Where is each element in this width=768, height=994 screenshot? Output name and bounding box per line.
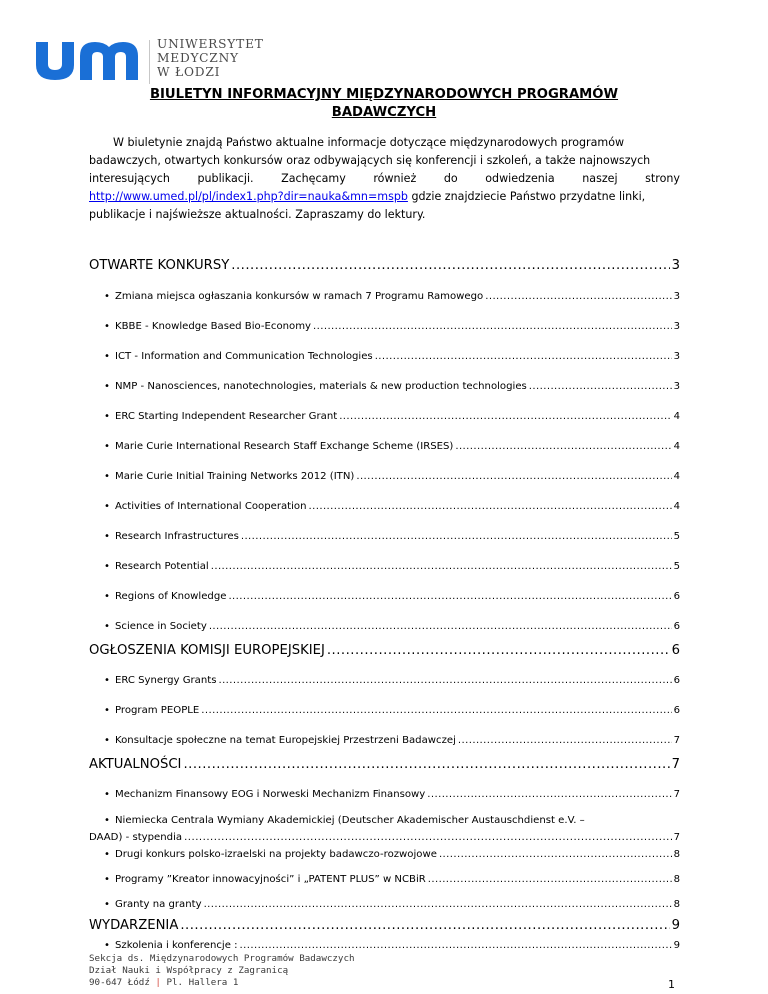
toc-item-page: 6 [673, 675, 680, 686]
bullet-icon: • [104, 441, 110, 452]
toc-item-page: 9 [673, 940, 680, 951]
toc-item[interactable] [89, 735, 680, 746]
toc-item-page: 7 [673, 735, 680, 746]
toc-item[interactable] [89, 675, 680, 686]
title-line: BIULETYN INFORMACYJNY MIĘDZYNARODOWYCH PROGRAMÓW [149, 87, 619, 102]
intro-word: odwiedzenia [485, 172, 555, 185]
um-logo-icon [34, 40, 144, 80]
toc-leader [309, 501, 672, 512]
toc-item-label: Program PEOPLE [115, 705, 200, 716]
toc-item[interactable] [89, 874, 680, 885]
toc-item-page: 6 [673, 705, 680, 716]
bullet-icon: • [104, 411, 110, 422]
footer-line: Dział Nauki i Współpracy z Zagranicą [89, 964, 289, 976]
toc-leader [183, 757, 669, 772]
bullet-icon: • [104, 705, 110, 716]
toc-leader [427, 789, 671, 800]
toc-item-page: 6 [673, 591, 680, 602]
intro-word: naszej [582, 172, 618, 185]
toc-item-page: 8 [673, 874, 680, 885]
toc-item-label: Activities of International Cooperation [115, 501, 307, 512]
toc-item-page: 3 [673, 291, 680, 302]
toc-item-label: Mechanizm Finansowy EOG i Norweski Mechanizm Finansowy [115, 789, 426, 800]
intro-line: publikacje i najświeższe aktualności. Zapraszamy do lektury. [89, 208, 426, 221]
toc-item[interactable] [89, 501, 680, 512]
intro-line [89, 188, 680, 206]
bullet-icon: • [104, 815, 110, 826]
bulletin-title [0, 86, 768, 122]
toc-item-page: 4 [673, 411, 680, 422]
toc-item-label: Zmiana miejsca ogłaszania konkursów w ramach 7 Programu Ramowego [115, 291, 484, 302]
toc-leader [375, 351, 672, 362]
toc-leader [218, 675, 671, 686]
toc-item[interactable] [89, 591, 680, 602]
footer-line [89, 977, 355, 989]
intro-paragraph [89, 134, 680, 224]
toc-item-page: 3 [673, 321, 680, 332]
bullet-icon: • [104, 874, 110, 885]
toc-item[interactable] [89, 789, 680, 800]
toc-leader [241, 531, 672, 542]
logo-divider [149, 40, 150, 84]
toc-section-page: 9 [671, 918, 680, 933]
toc-item-label: Marie Curie Initial Training Networks 2012 (ITN) [115, 471, 355, 482]
toc-section-page: 3 [671, 258, 680, 273]
intro-line [89, 170, 680, 188]
bullet-icon: • [104, 351, 110, 362]
toc-item-page: 8 [673, 899, 680, 910]
bullet-icon: • [104, 899, 110, 910]
bullet-icon: • [104, 561, 110, 572]
toc-section-aktualnosci[interactable] [89, 757, 680, 772]
toc-leader [209, 621, 672, 632]
bullet-icon: • [104, 531, 110, 542]
toc-leader [240, 940, 672, 951]
toc-item-label: NMP - Nanosciences, nanotechnologies, materials & new production technologies [115, 381, 527, 392]
toc-leader [313, 321, 672, 332]
bullet-icon: • [104, 789, 110, 800]
bullet-icon: • [104, 471, 110, 482]
bullet-icon: • [104, 940, 110, 951]
toc-item-page: 8 [673, 849, 680, 860]
footer-text: 90-647 Łódź [89, 976, 156, 988]
toc-item[interactable] [89, 441, 680, 452]
toc-item[interactable] [89, 471, 680, 482]
page-number: 1 [668, 978, 675, 991]
title-line: BADAWCZYCH [331, 105, 437, 120]
intro-word: publikacji. [197, 172, 254, 185]
toc-section-otwarte-konkursy[interactable] [89, 258, 680, 273]
toc-leader [184, 832, 672, 843]
toc-leader [228, 591, 671, 602]
toc-item[interactable] [89, 351, 680, 362]
intro-word: do [443, 172, 458, 185]
logo-line: MEDYCZNY [157, 50, 239, 65]
toc-item-label: Research Infrastructures [115, 531, 239, 542]
toc-item[interactable] [89, 531, 680, 542]
toc-item[interactable] [89, 411, 680, 422]
footer-separator: | [155, 976, 161, 988]
toc-item-label: Drugi konkurs polsko-izraelski na projekty badawczo-rozwojowe [115, 849, 437, 860]
toc-item-label: Szkolenia i konferencje : [115, 940, 238, 951]
toc-item-label: Research Potential [115, 561, 209, 572]
toc-leader [458, 735, 672, 746]
toc-leader [201, 705, 671, 716]
intro-word: Zachęcamy [281, 172, 346, 185]
toc-item-page: 4 [673, 471, 680, 482]
toc-section-title: WYDARZENIA [89, 918, 179, 933]
bullet-icon: • [104, 501, 110, 512]
toc-item-page: 4 [673, 441, 680, 452]
bullet-icon: • [104, 291, 110, 302]
toc-section-title: OTWARTE KONKURSY [89, 258, 230, 273]
toc-item-label: Marie Curie International Research Staff Exchange Scheme (IRSES) [115, 441, 454, 452]
toc-item[interactable] [89, 899, 680, 910]
toc-item-label: DAAD) - stypendia [89, 832, 183, 843]
bullet-icon: • [104, 849, 110, 860]
umed-link[interactable]: http://www.umed.pl/pl/index1.php?dir=nauka&mn=mspb [89, 190, 408, 203]
toc-item-page: 5 [673, 561, 680, 572]
toc-leader [455, 441, 671, 452]
toc-item[interactable] [89, 621, 680, 632]
toc-section-page: 6 [671, 643, 680, 658]
bullet-icon: • [104, 381, 110, 392]
toc-leader [428, 874, 672, 885]
bullet-icon: • [104, 735, 110, 746]
toc-item-page: 3 [673, 351, 680, 362]
bullet-icon: • [104, 321, 110, 332]
toc-item-page: 5 [673, 531, 680, 542]
logo-line: W ŁODZI [157, 64, 221, 79]
bullet-icon: • [104, 591, 110, 602]
intro-word: strony [645, 172, 680, 185]
toc-item-label: Konsultacje społeczne na temat Europejskiej Przestrzeni Badawczej [115, 735, 456, 746]
toc-leader [231, 258, 669, 273]
bullet-icon: • [104, 675, 110, 686]
intro-line: W biuletynie znajdą Państwo aktualne informacje dotyczące międzynarodowych programów [113, 136, 625, 149]
toc-item-page: 4 [673, 501, 680, 512]
intro-text: gdzie znajdziecie Państwo przydatne linki, [407, 190, 646, 203]
toc-item[interactable] [89, 940, 680, 951]
toc-leader [439, 849, 672, 860]
toc-item-label: Science in Society [115, 621, 207, 632]
toc-leader [204, 899, 672, 910]
toc-section-ogloszenia[interactable] [89, 643, 680, 658]
toc-leader [485, 291, 671, 302]
toc-section-page: 7 [671, 757, 680, 772]
toc-leader [529, 381, 672, 392]
toc-leader [180, 918, 669, 933]
toc-leader [356, 471, 671, 482]
toc-item-page: 6 [673, 621, 680, 632]
bullet-icon: • [104, 621, 110, 632]
toc-item-label: KBBE - Knowledge Based Bio-Economy [115, 321, 312, 332]
toc-item[interactable] [89, 705, 680, 716]
toc-item-label: ERC Synergy Grants [115, 675, 217, 686]
toc-leader [339, 411, 671, 422]
intro-word: interesujących [89, 172, 170, 185]
toc-item-label: Programy ”Kreator innowacyjności” i „PATENT PLUS” w NCBiR [115, 874, 426, 885]
logo-wordmark [157, 38, 264, 79]
toc-item-page: 7 [673, 789, 680, 800]
page-footer [89, 953, 355, 988]
intro-line: badawczych, otwartych konkursów oraz odbywających się konferencji i szkoleń, a także najnowszych [89, 154, 651, 167]
toc-item[interactable] [89, 291, 680, 302]
toc-item-label: ERC Starting Independent Researcher Grant [115, 411, 338, 422]
toc-section-title: OGŁOSZENIA KOMISJI EUROPEJSKIEJ [89, 643, 325, 658]
toc-item[interactable] [89, 321, 680, 332]
toc-item-label: Regions of Knowledge [115, 591, 227, 602]
footer-line: Sekcja ds. Międzynarodowych Programów Badawczych [89, 953, 355, 964]
logo-line: UNIWERSYTET [157, 37, 264, 51]
toc-leader [211, 561, 672, 572]
toc-item-label: ICT - Information and Communication Technologies [115, 351, 373, 362]
footer-text: Pl. Hallera 1 [160, 976, 239, 988]
toc-item-label: Granty na granty [115, 899, 202, 910]
university-logo [34, 36, 264, 84]
toc-section-wydarzenia[interactable] [89, 918, 680, 933]
toc-section-title: AKTUALNOŚCI [89, 757, 182, 772]
toc-item[interactable] [89, 561, 680, 572]
toc-item[interactable] [89, 381, 680, 392]
toc-leader [327, 643, 670, 658]
intro-word: również [373, 172, 417, 185]
toc-item[interactable] [89, 849, 680, 860]
toc-item-label: Niemiecka Centrala Wymiany Akademickiej (Deutscher Akademischer Austauschdienst e.V. – [115, 815, 585, 826]
toc-item[interactable] [89, 815, 680, 843]
toc-item-page: 7 [673, 832, 680, 843]
toc-item-page: 3 [673, 381, 680, 392]
